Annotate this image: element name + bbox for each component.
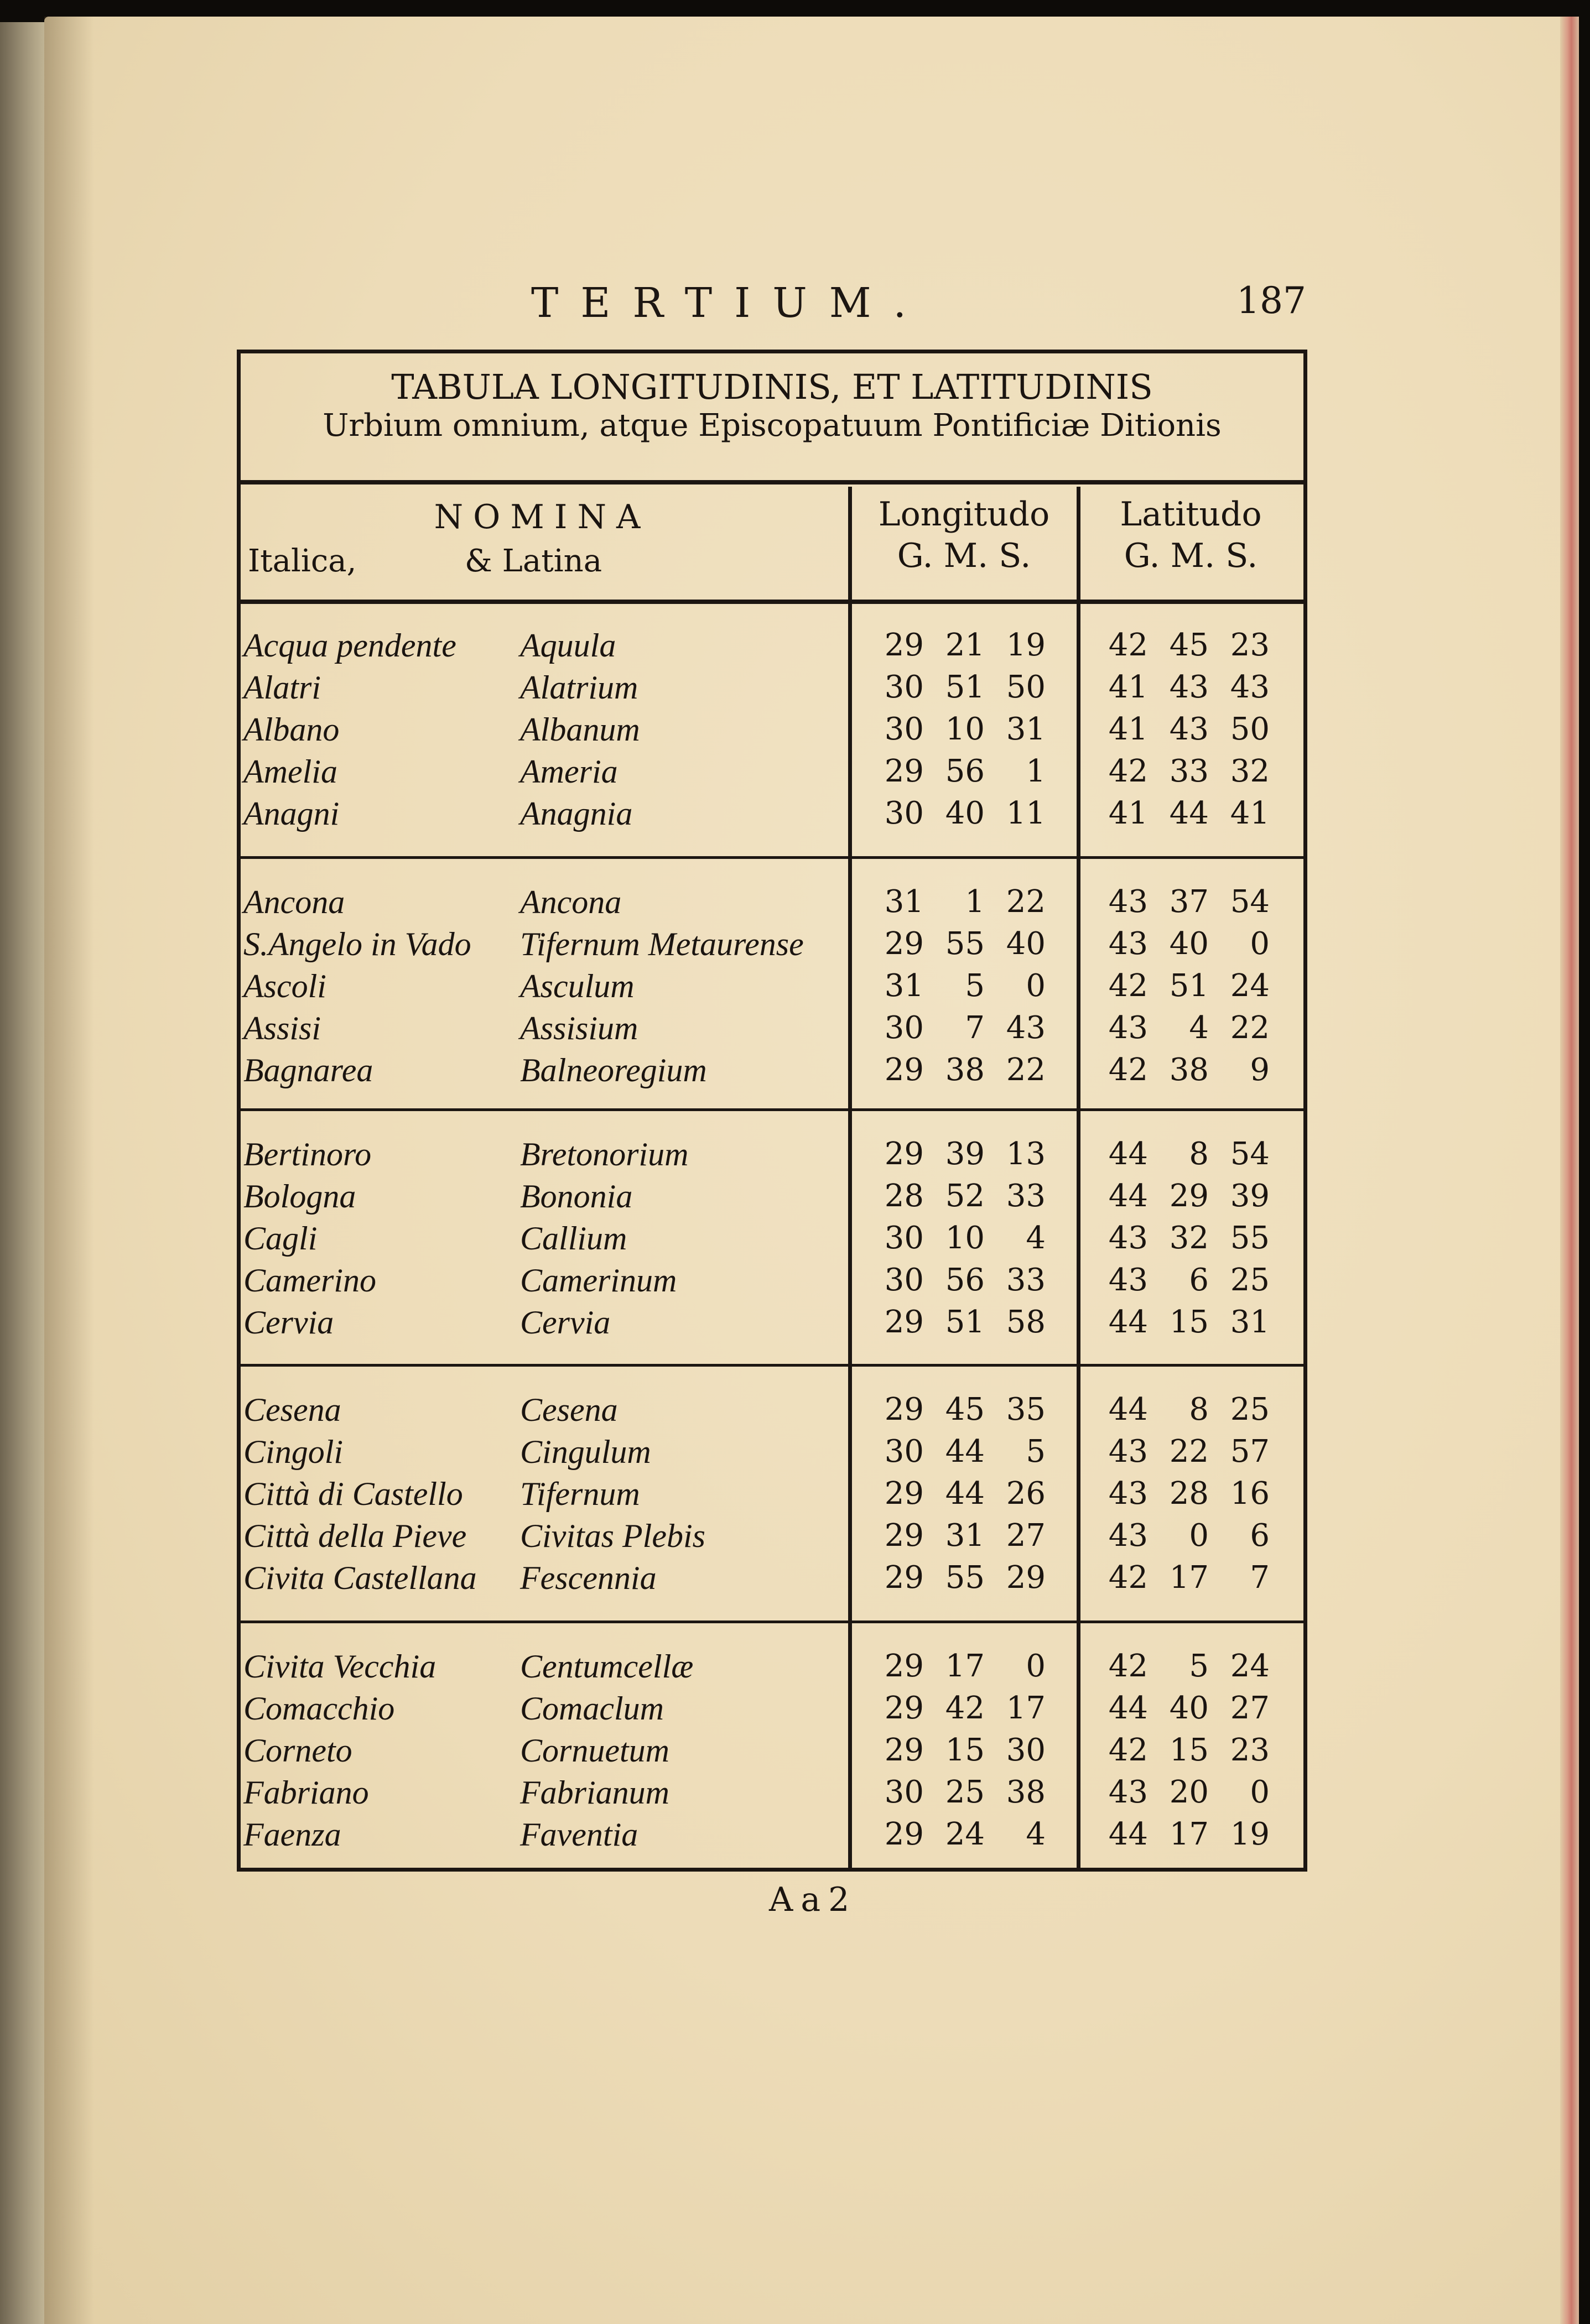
cell-lon-sec: 33 [1006, 1262, 1046, 1298]
table-row [0, 1259, 1590, 1302]
cell-lon-min: 44 [945, 1434, 985, 1470]
cell-latina: Fescennia [520, 1560, 657, 1596]
cell-lon-deg: 29 [884, 1560, 924, 1596]
cell-lat-min: 20 [1169, 1774, 1209, 1810]
cell-italica: Fabriano [243, 1774, 369, 1811]
table-row [0, 1556, 1590, 1599]
header-gms-longitudo: G. M. S. [897, 536, 1031, 575]
cell-lon-sec: 43 [1006, 1010, 1046, 1046]
cell-lon-min: 10 [945, 711, 985, 747]
cell-lon-sec: 4 [1026, 1816, 1046, 1852]
cell-italica: Ancona [243, 884, 345, 920]
cell-lon-min: 44 [945, 1476, 985, 1512]
cell-lon-sec: 22 [1006, 1052, 1046, 1088]
cell-lon-deg: 29 [884, 1690, 924, 1726]
table-row [0, 1388, 1590, 1431]
table-row [0, 1430, 1590, 1473]
cell-lat-sec: 23 [1230, 627, 1270, 663]
cell-lon-sec: 4 [1026, 1220, 1046, 1256]
cell-lon-min: 55 [945, 926, 985, 962]
cell-lat-deg: 43 [1108, 926, 1148, 962]
cell-lat-deg: 42 [1108, 627, 1148, 663]
cell-italica: Albano [243, 711, 340, 748]
cell-lon-sec: 31 [1006, 711, 1046, 747]
cell-lon-deg: 29 [884, 1648, 924, 1684]
running-head: TERTIUM. [531, 279, 929, 327]
cell-lon-deg: 29 [884, 627, 924, 663]
cell-lon-sec: 11 [1006, 795, 1046, 831]
cell-latina: Anagnia [520, 795, 633, 832]
table-row [0, 1771, 1590, 1814]
cell-italica: Faenza [243, 1816, 341, 1853]
cell-lat-sec: 54 [1230, 884, 1270, 920]
cell-lon-min: 1 [965, 884, 985, 920]
table-row [0, 1729, 1590, 1772]
cell-lon-sec: 30 [1006, 1732, 1046, 1768]
cell-lon-min: 15 [945, 1732, 985, 1768]
cell-lon-deg: 31 [884, 884, 924, 920]
cell-lon-deg: 29 [884, 1392, 924, 1427]
cell-lat-deg: 42 [1108, 753, 1148, 789]
cell-lon-sec: 13 [1006, 1136, 1046, 1172]
cell-lat-deg: 41 [1108, 669, 1148, 705]
cell-lon-min: 7 [965, 1010, 985, 1046]
cell-latina: Fabrianum [520, 1774, 669, 1811]
cell-lat-deg: 41 [1108, 795, 1148, 831]
cell-latina: Cornuetum [520, 1732, 669, 1769]
cell-lat-deg: 44 [1108, 1690, 1148, 1726]
cell-italica: Bagnarea [243, 1052, 373, 1088]
cell-lat-sec: 43 [1230, 669, 1270, 705]
table-row [0, 1049, 1590, 1092]
cell-lat-sec: 32 [1230, 753, 1270, 789]
cell-lon-sec: 27 [1006, 1518, 1046, 1554]
cell-lon-sec: 19 [1006, 627, 1046, 663]
cell-latina: Camerinum [520, 1262, 677, 1299]
cell-lat-min: 45 [1169, 627, 1209, 663]
cell-italica: Cagli [243, 1220, 318, 1257]
group-rule [241, 1620, 1304, 1623]
cell-latina: Cesena [520, 1392, 618, 1428]
cell-lat-min: 17 [1169, 1560, 1209, 1596]
cell-lat-sec: 0 [1250, 1774, 1270, 1810]
cell-lat-deg: 43 [1108, 884, 1148, 920]
cell-lat-min: 0 [1189, 1518, 1209, 1554]
table-row [0, 1687, 1590, 1730]
table-row [0, 792, 1590, 835]
cell-lat-sec: 39 [1230, 1178, 1270, 1214]
cell-latina: Callium [520, 1220, 627, 1257]
cell-italica: Alatri [243, 669, 321, 706]
cell-latina: Alatrium [520, 669, 638, 706]
cell-italica: Cingoli [243, 1434, 344, 1470]
cell-lon-deg: 28 [884, 1178, 924, 1214]
cell-lat-min: 6 [1189, 1262, 1209, 1298]
table-row [0, 1217, 1590, 1260]
cell-lon-deg: 29 [884, 1518, 924, 1554]
cell-lat-deg: 44 [1108, 1304, 1148, 1340]
cell-lat-sec: 19 [1230, 1816, 1270, 1852]
cell-italica: Camerino [243, 1262, 376, 1299]
cell-lon-min: 38 [945, 1052, 985, 1088]
cell-lon-min: 10 [945, 1220, 985, 1256]
cell-lat-sec: 27 [1230, 1690, 1270, 1726]
cell-lat-min: 32 [1169, 1220, 1209, 1256]
cell-italica: Acqua pendente [243, 627, 456, 664]
cell-italica: Ascoli [243, 968, 326, 1004]
cell-lat-min: 43 [1169, 711, 1209, 747]
cell-lat-sec: 24 [1230, 1648, 1270, 1684]
cell-lat-sec: 22 [1230, 1010, 1270, 1046]
cell-lat-deg: 42 [1108, 1732, 1148, 1768]
cell-lon-deg: 31 [884, 968, 924, 1004]
cell-lat-deg: 44 [1108, 1136, 1148, 1172]
table-row [0, 1514, 1590, 1557]
cell-lat-sec: 16 [1230, 1476, 1270, 1512]
table-row [0, 666, 1590, 709]
cell-lat-deg: 42 [1108, 1648, 1148, 1684]
cell-lat-min: 15 [1169, 1304, 1209, 1340]
cell-lon-deg: 29 [884, 753, 924, 789]
cell-lon-deg: 29 [884, 1732, 924, 1768]
cell-lon-min: 24 [945, 1816, 985, 1852]
cell-latina: Ancona [520, 884, 622, 920]
cell-lat-sec: 6 [1250, 1518, 1270, 1554]
cell-lat-min: 29 [1169, 1178, 1209, 1214]
cell-lon-sec: 0 [1026, 968, 1046, 1004]
cell-latina: Bononia [520, 1178, 633, 1215]
page-number: 187 [1236, 279, 1306, 322]
table-row [0, 965, 1590, 1008]
table-row [0, 1133, 1590, 1176]
cell-lat-min: 37 [1169, 884, 1209, 920]
cell-lon-sec: 50 [1006, 669, 1046, 705]
cell-lon-deg: 29 [884, 926, 924, 962]
cell-lat-sec: 7 [1250, 1560, 1270, 1596]
cell-lat-min: 51 [1169, 968, 1209, 1004]
cell-lon-sec: 38 [1006, 1774, 1046, 1810]
cell-lat-sec: 54 [1230, 1136, 1270, 1172]
cell-latina: Balneoregium [520, 1052, 707, 1088]
cell-lon-min: 40 [945, 795, 985, 831]
table-row [0, 624, 1590, 667]
cell-latina: Bretonorium [520, 1136, 689, 1173]
header-rule [241, 600, 1304, 604]
cell-latina: Albanum [520, 711, 640, 748]
cell-latina: Tifernum Metaurense [520, 926, 804, 962]
cell-lat-deg: 43 [1108, 1010, 1148, 1046]
table-row [0, 750, 1590, 793]
cell-lon-deg: 29 [884, 1476, 924, 1512]
cell-lon-deg: 29 [884, 1136, 924, 1172]
header-gms-latitudo: G. M. S. [1124, 536, 1258, 575]
cell-lon-sec: 5 [1026, 1434, 1046, 1470]
cell-italica: Bertinoro [243, 1136, 372, 1173]
cell-lat-sec: 57 [1230, 1434, 1270, 1470]
cell-lat-deg: 42 [1108, 968, 1148, 1004]
header-italica: Italica, [248, 543, 357, 579]
cell-lon-deg: 30 [884, 1220, 924, 1256]
cell-lat-min: 5 [1189, 1648, 1209, 1684]
cell-lon-min: 51 [945, 1304, 985, 1340]
cell-lat-sec: 25 [1230, 1262, 1270, 1298]
cell-lat-deg: 43 [1108, 1518, 1148, 1554]
cell-lat-min: 8 [1189, 1136, 1209, 1172]
cell-italica: Assisi [243, 1010, 321, 1046]
cell-italica: Città della Pieve [243, 1518, 467, 1554]
cell-lon-min: 56 [945, 753, 985, 789]
cell-lat-deg: 43 [1108, 1476, 1148, 1512]
cell-lon-min: 5 [965, 968, 985, 1004]
cell-italica: Amelia [243, 753, 337, 790]
cell-italica: Cervia [243, 1304, 334, 1341]
cell-lon-min: 56 [945, 1262, 985, 1298]
cell-lon-sec: 35 [1006, 1392, 1046, 1427]
cell-lat-sec: 0 [1250, 926, 1270, 962]
cell-italica: Civita Vecchia [243, 1648, 437, 1685]
cell-lon-min: 25 [945, 1774, 985, 1810]
cell-lat-min: 15 [1169, 1732, 1209, 1768]
cell-lat-sec: 24 [1230, 968, 1270, 1004]
cell-lat-min: 22 [1169, 1434, 1209, 1470]
cell-lat-min: 44 [1169, 795, 1209, 831]
table-row [0, 880, 1590, 924]
cell-lat-deg: 43 [1108, 1434, 1148, 1470]
cell-lat-deg: 42 [1108, 1052, 1148, 1088]
cell-lon-deg: 30 [884, 1010, 924, 1046]
cell-lon-min: 39 [945, 1136, 985, 1172]
table-row [0, 923, 1590, 966]
cell-lat-min: 17 [1169, 1816, 1209, 1852]
cell-lon-min: 52 [945, 1178, 985, 1214]
cell-lat-deg: 43 [1108, 1262, 1148, 1298]
cell-lon-deg: 30 [884, 1434, 924, 1470]
cell-latina: Asculum [520, 968, 635, 1004]
header-latina: & Latina [465, 543, 602, 579]
cell-lat-min: 4 [1189, 1010, 1209, 1046]
cell-italica: Bologna [243, 1178, 356, 1215]
table-title: TABULA LONGITUDINIS, ET LATITUDINIS [391, 367, 1153, 407]
cell-italica: Comacchio [243, 1690, 395, 1727]
cell-lat-min: 40 [1169, 1690, 1209, 1726]
signature-mark: Aa2 [769, 1880, 858, 1919]
cell-lat-sec: 31 [1230, 1304, 1270, 1340]
cell-latina: Faventia [520, 1816, 638, 1853]
cell-latina: Ameria [520, 753, 618, 790]
cell-lon-deg: 30 [884, 711, 924, 747]
cell-lat-min: 8 [1189, 1392, 1209, 1427]
cell-lat-sec: 23 [1230, 1732, 1270, 1768]
cell-lat-min: 43 [1169, 669, 1209, 705]
table-row [0, 708, 1590, 751]
cell-lon-sec: 33 [1006, 1178, 1046, 1214]
cell-latina: Aquula [520, 627, 616, 664]
cell-lat-deg: 43 [1108, 1774, 1148, 1810]
cell-latina: Centumcellæ [520, 1648, 694, 1685]
cell-lon-deg: 29 [884, 1052, 924, 1088]
cell-lon-min: 42 [945, 1690, 985, 1726]
group-rule [241, 1364, 1304, 1367]
cell-lat-sec: 25 [1230, 1392, 1270, 1427]
cell-latina: Cervia [520, 1304, 611, 1341]
cell-lat-min: 33 [1169, 753, 1209, 789]
group-rule [241, 856, 1304, 859]
cell-lon-min: 45 [945, 1392, 985, 1427]
header-longitudo: Longitudo [878, 495, 1050, 534]
table-row [0, 1175, 1590, 1218]
table-row [0, 1813, 1590, 1856]
table-row [0, 1301, 1590, 1344]
cell-latina: Assisium [520, 1010, 638, 1046]
cell-italica: Anagni [243, 795, 340, 832]
cell-lon-min: 21 [945, 627, 985, 663]
cell-lon-deg: 30 [884, 795, 924, 831]
cell-latina: Tifernum [520, 1476, 640, 1512]
header-latitudo: Latitudo [1120, 495, 1262, 534]
table-row [0, 1645, 1590, 1688]
table-row [0, 1007, 1590, 1050]
header-nomina: NOMINA [434, 498, 651, 536]
cell-italica: Corneto [243, 1732, 352, 1769]
group-rule [241, 1108, 1304, 1111]
cell-lon-deg: 29 [884, 1304, 924, 1340]
cell-lon-deg: 30 [884, 669, 924, 705]
cell-lat-deg: 44 [1108, 1178, 1148, 1214]
cell-lat-sec: 41 [1230, 795, 1270, 831]
cell-lat-sec: 9 [1250, 1052, 1270, 1088]
cell-lat-min: 40 [1169, 926, 1209, 962]
cell-lon-sec: 26 [1006, 1476, 1046, 1512]
cell-lon-min: 17 [945, 1648, 985, 1684]
cell-italica: S.Angelo in Vado [243, 926, 471, 962]
cell-lon-deg: 30 [884, 1774, 924, 1810]
cell-latina: Cingulum [520, 1434, 651, 1470]
cell-lon-deg: 30 [884, 1262, 924, 1298]
cell-lat-deg: 44 [1108, 1816, 1148, 1852]
cell-lon-min: 51 [945, 669, 985, 705]
cell-lon-sec: 17 [1006, 1690, 1046, 1726]
cell-lon-sec: 29 [1006, 1560, 1046, 1596]
cell-lon-sec: 1 [1026, 753, 1046, 789]
cell-lat-deg: 41 [1108, 711, 1148, 747]
cell-italica: Cesena [243, 1392, 341, 1428]
cell-lon-min: 31 [945, 1518, 985, 1554]
cell-latina: Comaclum [520, 1690, 664, 1727]
cell-lon-sec: 40 [1006, 926, 1046, 962]
cell-lat-deg: 44 [1108, 1392, 1148, 1427]
title-rule [241, 480, 1304, 484]
cell-lat-min: 38 [1169, 1052, 1209, 1088]
table-row [0, 1472, 1590, 1515]
cell-italica: Civita Castellana [243, 1560, 477, 1596]
cell-lon-min: 55 [945, 1560, 985, 1596]
cell-lat-sec: 50 [1230, 711, 1270, 747]
cell-lat-min: 28 [1169, 1476, 1209, 1512]
cell-lat-deg: 42 [1108, 1560, 1148, 1596]
cell-lat-deg: 43 [1108, 1220, 1148, 1256]
table-subtitle: Urbium omnium, atque Episcopatuum Pontificiæ Ditionis [323, 408, 1222, 444]
cell-lon-deg: 29 [884, 1816, 924, 1852]
cell-latina: Civitas Plebis [520, 1518, 705, 1554]
cell-lon-sec: 0 [1026, 1648, 1046, 1684]
cell-lon-sec: 58 [1006, 1304, 1046, 1340]
cell-lon-sec: 22 [1006, 884, 1046, 920]
cell-italica: Città di Castello [243, 1476, 463, 1512]
cell-lat-sec: 55 [1230, 1220, 1270, 1256]
